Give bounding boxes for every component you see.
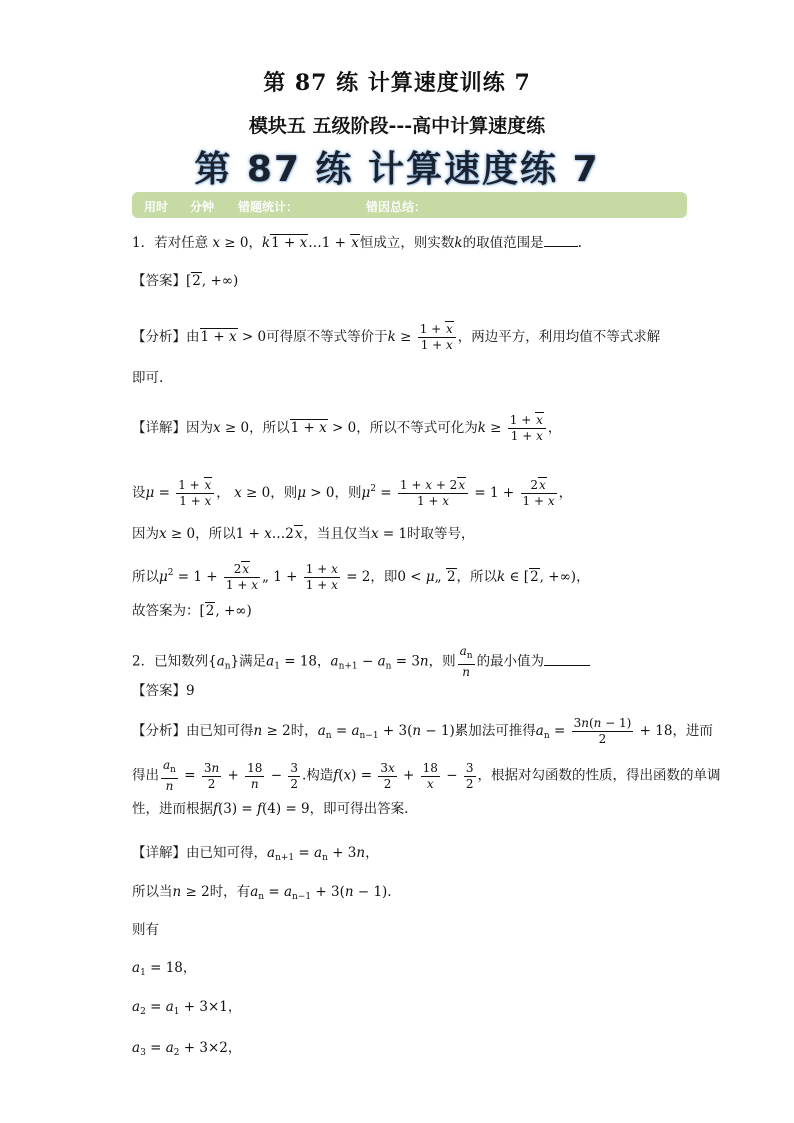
q2-then: 则有 bbox=[132, 922, 159, 938]
q1-because: 因为x ≥ 0，所以1 + x…2x，当且仅当x = 1时取等号， bbox=[132, 526, 475, 542]
stats-bar bbox=[132, 192, 687, 218]
q2-answer: 【答案】9 bbox=[132, 683, 195, 699]
q2-analysis: 【分析】由已知可得n ≥ 2时，$a_n = a_{n-1} + 3(n - 1)$累加法可推得$a_n$ = $\frac{3n(n - 1)}{2}$ + 18，进而 bbox=[132, 716, 713, 746]
q2-detail: 【详解】由已知可得，$a_{n+1} = a_n + 3n$， bbox=[132, 845, 379, 863]
decorative-title: 第 87 练 计算速度练 7 bbox=[194, 149, 600, 190]
q1-so: 所以$\mu^2 = 1$ + $\frac{2x}{1 + x}$ „ 1 + $\frac{1 + x}{1 + x}$ = 2，即0 < μ„ 2，所以k ∈ [2, +∞)， bbox=[132, 562, 590, 592]
page-title: 第 87 练 计算速度训练 7 bbox=[263, 70, 531, 96]
minutes-label: 分钟 bbox=[190, 200, 215, 214]
q1-answer: 【答案】[2, +∞) bbox=[132, 273, 239, 289]
q2-analysis-3: 性，进而根据f(3) = f(4) = 9，即可得出答案. bbox=[132, 801, 409, 817]
q1-detail: 【详解】因为x ≥ 0，所以1 + x > 0，所以不等式可化为k ≥ $\frac{1 + x}{1 + x}$ ， bbox=[132, 413, 562, 443]
error-count-label: 错题统计： bbox=[238, 200, 299, 214]
time-label: 用时 bbox=[144, 200, 169, 214]
q1-analysis-end: 即可. bbox=[132, 370, 164, 386]
q2-analysis-2: 得出 $\frac{a_n}{n}$ = $\frac{3n}{2}$ + $\frac{18}{n}$ − $\frac{3}{2}$ .构造f(x) = $\frac{3x}{2}$ + $\frac{18}{x}$ − $\frac{3}{2}$ ，根据对勾函数的性质，得出函数的单调 bbox=[132, 758, 721, 793]
error-reason-label: 错因总结： bbox=[366, 200, 427, 214]
q2-when: 所以当n ≥ 2时，有$a_n = a_{n-1} + 3(n - 1)$. bbox=[132, 884, 392, 902]
q1-set-mu: 设μ = $\frac{1 + x}{1 + x}$ ， x ≥ 0，则μ > 0，则$\mu^2$ = $\frac{1 + x + 2x}{1 + x}$ = 1 + $\frac{2x}{1 + x}$ ， bbox=[132, 478, 573, 508]
q2-eq1: $a_1 = 18$， bbox=[132, 960, 197, 978]
q1-analysis: 【分析】由1 + x > 0可得原不等式等价于k ≥ $\frac{1 + x}{1 + x}$ ，两边平方，利用均值不等式求解 bbox=[132, 322, 661, 352]
q2-eq3: $a_3 = a_2 + 3\times 2$， bbox=[132, 1040, 242, 1058]
q2-question: 2．已知数列$\{a_n\}$满足$a_1 = 18$，$a_{n+1} - a_n = 3n$，则 $\frac{a_n}{n}$ 的最小值为 bbox=[132, 644, 590, 680]
module-subtitle: 模块五 五级阶段---高中计算速度练 bbox=[248, 115, 546, 137]
q2-eq2: $a_2 = a_1 + 3\times 1$， bbox=[132, 999, 242, 1017]
q1-question: 1．若对任意 x ≥ 0，k1 + x…1 + x恒成立，则实数k的取值范围是 . bbox=[132, 235, 582, 251]
q1-final: 故答案为：[2, +∞) bbox=[132, 603, 252, 619]
